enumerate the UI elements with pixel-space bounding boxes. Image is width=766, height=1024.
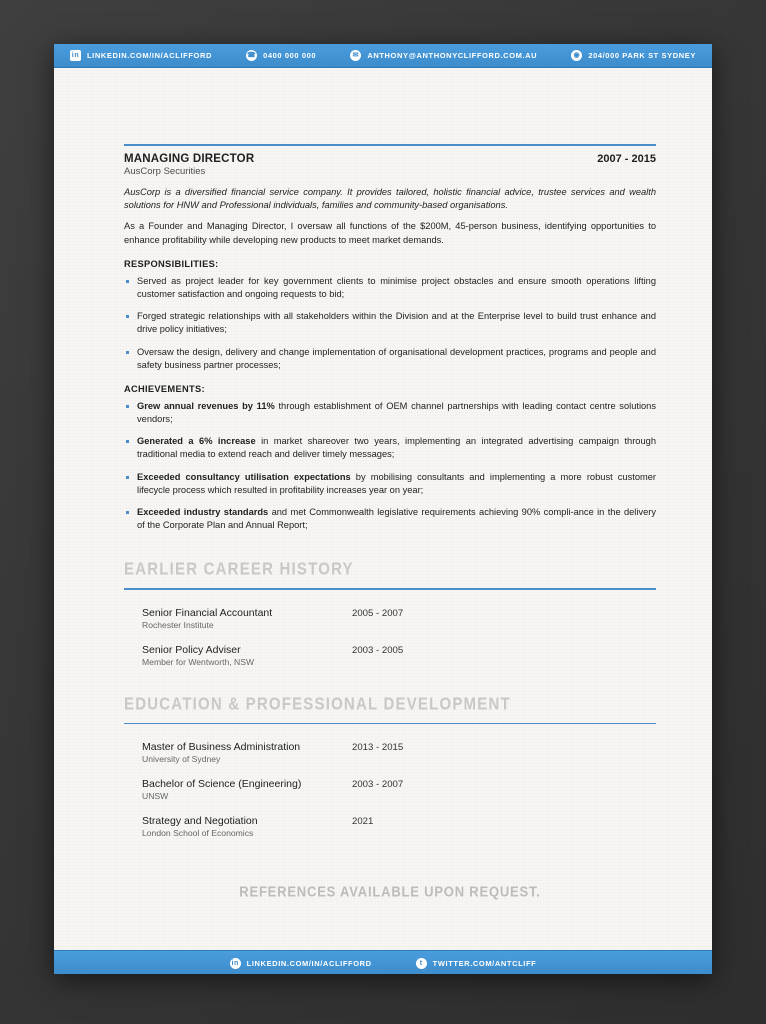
earlier-career-entries bbox=[124, 607, 656, 667]
list-item bbox=[124, 400, 656, 426]
achievement-text: in market shareover two years, implementing an integrated advertising campaign through traditional media to extend reach and deliver timely messages; bbox=[137, 436, 656, 460]
entry-subtitle: UNSW bbox=[142, 791, 169, 802]
social-linkedin[interactable] bbox=[230, 958, 372, 969]
social-linkedin-label: LINKEDIN.COM/IN/ACLIFFORD bbox=[246, 958, 372, 968]
list-item: Served as project leader for key government clients to minimise project obstacles and ensure smooth operations lifting customer satisfaction and ongoing requests to bid; bbox=[124, 275, 656, 301]
job-intro: AusCorp is a diversified financial service company. It provides tailored, holistic financial advice, trustee services and wealth solutions for HNW and Professional individuals, families and community-based organisations. bbox=[124, 187, 656, 211]
contact-linkedin[interactable] bbox=[70, 50, 212, 61]
entry-subtitle: University of Sydney bbox=[142, 754, 221, 765]
references-note: REFERENCES AVAILABLE UPON REQUEST. bbox=[239, 883, 541, 901]
entry-main bbox=[142, 644, 352, 667]
achievements-label: ACHIEVEMENTS: bbox=[124, 383, 205, 394]
job-summary: As a Founder and Managing Director, I oversaw all functions of the $200M, 45-person business, identifying opportunities to enhance profitability while developing new products to meet market demands. bbox=[124, 221, 656, 245]
earlier-career-heading: EARLIER CAREER HISTORY bbox=[124, 559, 354, 580]
phone-icon: ☎ bbox=[246, 52, 257, 59]
entry-main bbox=[142, 778, 352, 801]
list-item bbox=[124, 778, 656, 801]
entry-title: Senior Policy Adviser bbox=[142, 643, 241, 656]
achievement-highlight: Generated a 6% increase bbox=[137, 436, 256, 447]
entry-title: Senior Financial Accountant bbox=[142, 606, 273, 619]
contact-email-label: ANTHONY@ANTHONYCLIFFORD.COM.AU bbox=[367, 51, 538, 60]
list-item: Oversaw the design, delivery and change implementation of organisational development practices, programs and people and safety business partner processes; bbox=[124, 346, 656, 372]
linkedin-icon: in bbox=[231, 959, 239, 967]
contact-phone-label: 0400 000 000 bbox=[263, 51, 317, 60]
resume-content bbox=[124, 144, 656, 899]
social-twitter-label: TWITTER.COM/ANTCLIFF bbox=[432, 958, 537, 968]
list-item bbox=[124, 506, 656, 532]
entry-main bbox=[142, 741, 352, 764]
entry-dates: 2005 - 2007 bbox=[352, 607, 404, 619]
entry-title: Bachelor of Science (Engineering) bbox=[142, 778, 302, 791]
earlier-career-rule bbox=[124, 588, 656, 590]
list-item bbox=[124, 741, 656, 764]
contact-linkedin-label: LINKEDIN.COM/IN/ACLIFFORD bbox=[87, 51, 212, 60]
list-item bbox=[124, 607, 656, 630]
social-twitter[interactable] bbox=[416, 958, 537, 969]
resume-document bbox=[54, 44, 712, 974]
list-item bbox=[124, 435, 656, 461]
education-heading: EDUCATION & PROFESSIONAL DEVELOPMENT bbox=[124, 693, 511, 714]
contact-phone[interactable] bbox=[246, 50, 316, 61]
contact-email[interactable] bbox=[350, 50, 537, 61]
responsibilities-list bbox=[124, 275, 656, 372]
list-item bbox=[124, 471, 656, 497]
location-pin-icon: ◉ bbox=[571, 50, 582, 61]
education-entries bbox=[124, 741, 656, 838]
email-icon: ✉ bbox=[350, 50, 361, 61]
achievement-text: and met Commonwealth legislative requirements achieving 90% compli-ance in the delivery of the Corporate Plan and Annual Report; bbox=[137, 507, 657, 531]
contact-address[interactable] bbox=[571, 50, 696, 61]
list-item bbox=[124, 644, 656, 667]
achievement-highlight: Exceeded consultancy utilisation expectations bbox=[137, 471, 351, 482]
entry-title: Strategy and Negotiation bbox=[142, 815, 258, 828]
responsibilities-label: RESPONSIBILITIES: bbox=[124, 258, 219, 269]
education-rule bbox=[124, 723, 656, 725]
entry-subtitle: Rochester Institute bbox=[142, 619, 214, 630]
linkedin-icon: in bbox=[71, 52, 80, 59]
list-item bbox=[124, 815, 656, 838]
social-bar-bottom bbox=[54, 950, 712, 974]
entry-dates: 2003 - 2005 bbox=[352, 644, 404, 656]
twitter-icon: t bbox=[416, 958, 427, 969]
achievement-highlight: Exceeded industry standards bbox=[137, 507, 269, 517]
contact-address-label: 204/000 PARK ST SYDNEY bbox=[588, 51, 696, 60]
job-title: MANAGING DIRECTOR bbox=[124, 153, 255, 165]
entry-subtitle: London School of Economics bbox=[142, 828, 254, 839]
achievement-text: through establishment of OEM channel partnerships with leading contact centre solutions vendors; bbox=[137, 400, 657, 425]
experience-top-rule bbox=[124, 144, 656, 146]
entry-main bbox=[142, 815, 352, 838]
entry-title: Master of Business Administration bbox=[142, 741, 301, 754]
experience-header bbox=[124, 153, 656, 165]
achievement-highlight: Grew annual revenues by 11% bbox=[137, 400, 275, 411]
entry-subtitle: Member for Wentworth, NSW bbox=[142, 656, 255, 667]
entry-main bbox=[142, 607, 352, 630]
entry-dates: 2013 - 2015 bbox=[352, 742, 404, 754]
achievements-list bbox=[124, 400, 656, 533]
entry-dates: 2021 bbox=[352, 816, 374, 828]
resume-body bbox=[54, 68, 712, 950]
job-company: AusCorp Securities bbox=[124, 166, 206, 177]
entry-dates: 2003 - 2007 bbox=[352, 779, 404, 791]
list-item: Forged strategic relationships with all stakeholders within the Division and at the Enterprise level to build trust enhance and drive policy initiatives; bbox=[124, 310, 656, 336]
job-dates: 2007 - 2015 bbox=[597, 153, 656, 165]
contact-bar-top bbox=[54, 44, 712, 68]
achievement-text: by mobilising consultants and implementing a more robust customer lifecycle process which resulted in profitability increases year on year; bbox=[137, 471, 656, 495]
